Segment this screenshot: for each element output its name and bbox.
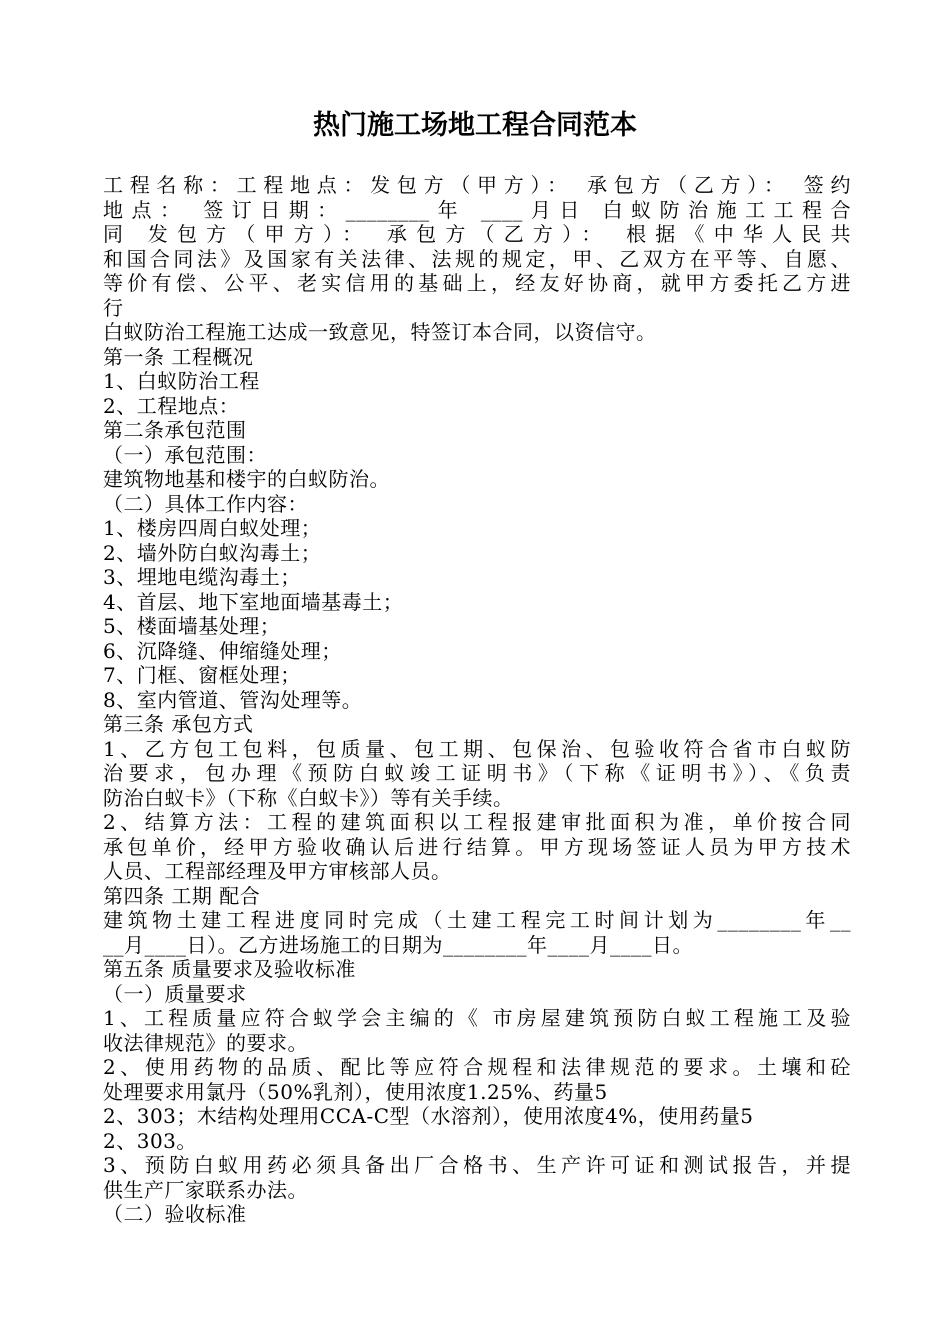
document-line: 1、工程质量应符合蚁学会主编的《 市房屋建筑预防白蚁工程施工及验 xyxy=(103,1006,851,1030)
document-line: （二）验收标准 xyxy=(103,1202,247,1226)
document-line: 第三条 承包方式 xyxy=(103,712,254,736)
document-line: 同 发包方（甲方）： 承包方（乙方）： 根据《中华人民共 xyxy=(103,222,851,246)
document-line: 收法律规范》的要求。 xyxy=(103,1030,308,1055)
document-line: 第五条 质量要求及验收标准 xyxy=(103,957,356,981)
document-line: 第四条 工期 配合 xyxy=(103,883,261,908)
document-line: 人员、工程部经理及甲方审核部人员。 xyxy=(103,859,452,883)
document-line: 5、楼面墙基处理； xyxy=(103,614,281,638)
document-body xyxy=(103,173,851,1227)
document-line: 白蚁防治工程施工达成一致意见，特签订本合同，以资信守。 xyxy=(103,320,657,344)
document-line: 工程名称：工程地点：发包方（甲方）： 承包方（乙方）： 签约 xyxy=(103,173,851,197)
document-line: 2、结算方法：工程的建筑面积以工程报建审批面积为准，单价按合同 xyxy=(103,810,851,834)
document-line: 4、首层、地下室地面墙基毒土； xyxy=(103,589,404,614)
document-line: 1、白蚁防治工程 xyxy=(103,369,260,393)
document-line: （一）承包范围： xyxy=(103,442,267,467)
document-line: 3、埋地电缆沟毒土； xyxy=(103,565,301,589)
document-line: 6、沉降缝、伸缩缝处理； xyxy=(103,638,342,663)
document-line: 防治白蚁卡》（下称《白蚁卡》）等有关手续。 xyxy=(103,785,514,810)
document-line: 2、使用药物的品质、配比等应符合规程和法律规范的要求。土壤和砼 xyxy=(103,1055,851,1079)
document-line: 第一条 工程概况 xyxy=(103,344,254,369)
document-line: 建筑物地基和楼宇的白蚁防治。 xyxy=(103,467,390,491)
document-line: 2、303；木结构处理用CCA-C型（水溶剂），使用浓度4%，使用药量5 xyxy=(103,1104,754,1128)
document-line: 处理要求用氯丹（50%乳剂），使用浓度1.25%、药量5 xyxy=(103,1079,608,1104)
document-line: 治要求，包办理《预防白蚁竣工证明书》（下称《证明书》）、《负责 xyxy=(103,761,851,785)
document-line: 等价有偿、公平、老实信用的基础上，经友好协商，就甲方委托乙方进 xyxy=(103,271,851,295)
document-line: 行 xyxy=(103,295,124,320)
document-line: 建筑物土建工程进度同时完成（土建工程完工时间计划为________年__ xyxy=(103,908,851,932)
document-line: 2、303。 xyxy=(103,1128,197,1153)
document-line: 7、门框、窗框处理； xyxy=(103,663,301,687)
document-line: 供生产厂家联系办法。 xyxy=(103,1177,308,1202)
document-line: 1、乙方包工包料，包质量、包工期、包保治、包验收符合省市白蚁防 xyxy=(103,736,851,761)
document-line: 1、楼房四周白蚁处理； xyxy=(103,516,322,540)
document-title: 热门施工场地工程合同范本 xyxy=(313,110,637,141)
document-line: __月____日）。乙方进场施工的日期为________年____月____日。 xyxy=(103,932,693,957)
document-line: 3、预防白蚁用药必须具备出厂合格书、生产许可证和测试报告，并提 xyxy=(103,1153,851,1177)
document-line: 第二条承包范围 xyxy=(103,418,247,442)
document-line: 和国合同法》及国家有关法律、法规的规定，甲、乙双方在平等、自愿、 xyxy=(103,246,851,271)
document-line: （一）质量要求 xyxy=(103,981,247,1006)
document-line: 2、工程地点： xyxy=(103,393,240,418)
document-line: 2、墙外防白蚁沟毒土； xyxy=(103,540,322,565)
document-line: （二）具体工作内容： xyxy=(103,491,308,516)
document-line: 地点： 签订日期：________年 ____月日 白蚁防治施工工程合 xyxy=(103,197,851,222)
document-line: 承包单价，经甲方验收确认后进行结算。甲方现场签证人员为甲方技术 xyxy=(103,834,851,859)
document-line: 8、室内管道、管沟处理等。 xyxy=(103,687,363,712)
